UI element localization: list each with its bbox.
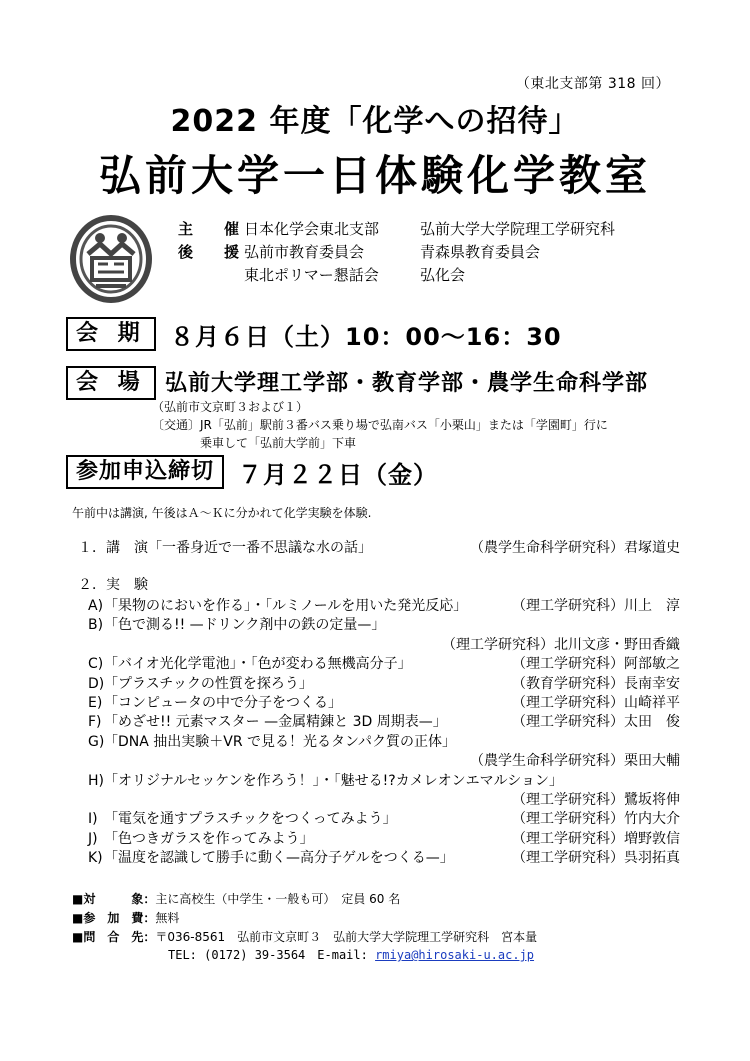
experiment-row xyxy=(88,614,385,634)
support-row-2 xyxy=(178,264,465,285)
experiment-title: 「色で測る!! —ドリンク剤中の鉄の定量—」 xyxy=(104,617,386,633)
lecture-title: 「一番身近で一番不思議な水の話」 xyxy=(148,540,372,556)
lecture-label: １．講 演 xyxy=(78,540,148,556)
support-label: 後 援 xyxy=(178,243,248,261)
experiment-row xyxy=(88,653,412,673)
experiment-id: E) xyxy=(88,695,103,711)
venue-value: 弘前大学理工学部・教育学部・農学生命科学部 xyxy=(165,371,649,396)
transport-line-2: 乗車して「弘前大学前」下車 xyxy=(200,436,357,450)
experiment-id: D) xyxy=(88,676,105,692)
venue-address: （弘前市文京町３および１） xyxy=(152,400,309,414)
experiment-row xyxy=(88,634,104,650)
target-label: ■対 象： xyxy=(72,892,156,906)
fee-row xyxy=(72,909,179,926)
experiment-title: 「オリジナルセッケンを作ろう！」・「魅せる!?カメレオンエマルション」 xyxy=(104,773,564,789)
experiment-row xyxy=(88,711,447,731)
session-number: （東北支部第 318 回） xyxy=(515,76,670,92)
experiment-speaker: （理工学研究科）北川文彦・野田香織 xyxy=(442,637,680,653)
host-row xyxy=(178,218,615,239)
experiment-title: 「コンピュータの中で分子をつくる」 xyxy=(104,695,342,711)
experiment-speaker: （理工学研究科）呉羽拓真 xyxy=(512,850,680,866)
venue-label: 会 場 xyxy=(66,366,156,400)
experiment-id: I) xyxy=(88,811,98,827)
experiment-row xyxy=(88,595,467,615)
experiment-id: G) xyxy=(88,734,105,750)
tel-text: TEL: (0172) 39-3564 E-mail: xyxy=(168,948,368,962)
experiment-row xyxy=(88,673,313,693)
experiment-speaker: （農学生命科学研究科）栗田大輔 xyxy=(470,753,680,769)
experiment-row xyxy=(88,692,342,712)
title-line-2: 弘前大学一日体験化学教室 xyxy=(98,151,651,200)
experiment-title: 「DNA 抽出実験＋VR で見る！光るタンパク質の正体」 xyxy=(104,734,457,750)
lecture-speaker: （農学生命科学研究科）君塚道史 xyxy=(470,540,680,556)
experiment-title: 「温度を認識して勝手に動く—高分子ゲルをつくる—」 xyxy=(104,850,454,866)
support-2: 青森県教育委員会 xyxy=(420,243,541,261)
experiment-speaker: （理工学研究科）山崎祥平 xyxy=(512,695,680,711)
experiment-speaker: （理工学研究科）竹内大介 xyxy=(512,811,680,827)
experiments-label: ２．実 験 xyxy=(78,577,148,593)
experiment-row xyxy=(88,750,104,766)
experiment-row xyxy=(88,731,456,751)
experiment-speaker: （理工学研究科）川上 淳 xyxy=(512,598,680,614)
deadline-label: 参加申込締切 xyxy=(66,455,224,489)
support-4: 弘化会 xyxy=(420,266,466,284)
experiment-id: J) xyxy=(88,831,98,847)
contact-label: ■問 合 先： xyxy=(72,930,156,944)
experiment-title: 「めざせ!! 元素マスター —金属精錬と 3D 周期表—」 xyxy=(104,714,447,730)
experiment-speaker: （理工学研究科）阿部敏之 xyxy=(512,656,680,672)
experiment-title: 「色つきガラスを作ってみよう」 xyxy=(104,831,314,847)
date-label: 会 期 xyxy=(66,317,156,351)
experiment-speaker: （理工学研究科）増野敦信 xyxy=(512,831,680,847)
experiment-speaker: （教育学研究科）長南幸安 xyxy=(512,676,680,692)
experiment-row xyxy=(88,847,454,867)
host-1: 日本化学会東北支部 xyxy=(244,220,380,238)
experiment-id: C) xyxy=(88,656,104,672)
experiment-title: 「電気を通すプラスチックをつくってみよう」 xyxy=(104,811,397,827)
experiment-title: 「バイオ光化学電池」・「色が変わる無機高分子」 xyxy=(104,656,412,672)
experiment-id: K) xyxy=(88,850,103,866)
contact-value: 〒036-8561 弘前市文京町３ 弘前大学大学院理工学研究科 宮本量 xyxy=(155,930,538,944)
experiment-row xyxy=(88,789,104,805)
lecture-row xyxy=(78,537,372,557)
experiment-id: A) xyxy=(88,598,104,614)
experiment-speaker: （理工学研究科）鷺坂将伸 xyxy=(512,792,680,808)
experiment-title: 「果物のにおいを作る」・「ルミノールを用いた発光反応」 xyxy=(104,598,468,614)
chemical-society-logo-icon xyxy=(70,214,152,304)
host-2: 弘前大学大学院理工学研究科 xyxy=(420,220,616,238)
title-line-1: 2022 年度「化学への招待」 xyxy=(170,104,580,139)
experiment-row xyxy=(88,770,563,790)
transport-line-1: 〔交通〕JR「弘前」駅前３番バス乗り場で弘南バス「小栗山」または「学園町」行に xyxy=(152,418,608,432)
target-row xyxy=(72,890,400,907)
intro-text: 午前中は講演, 午後はＡ〜Ｋに分かれて化学実験を体験. xyxy=(72,506,372,520)
experiment-row xyxy=(88,808,397,828)
deadline-value: ７月２２日（金） xyxy=(238,461,438,489)
email-link[interactable]: rmiya@hirosaki-u.ac.jp xyxy=(375,948,535,962)
target-value: 主に高校生（中学生・一般も可） 定員 60 名 xyxy=(155,892,401,906)
experiment-id: B) xyxy=(88,617,104,633)
fee-value: 無料 xyxy=(155,911,180,925)
support-1: 弘前市教育委員会 xyxy=(244,243,365,261)
experiment-title: 「プラスチックの性質を探ろう」 xyxy=(104,676,313,692)
tel-row xyxy=(168,946,534,963)
experiment-id: H) xyxy=(88,773,104,789)
experiment-id: F) xyxy=(88,714,102,730)
support-3: 東北ポリマー懇話会 xyxy=(244,266,379,284)
host-label: 主 催 xyxy=(178,220,248,238)
experiment-row xyxy=(88,828,314,848)
fee-label: ■参 加 費： xyxy=(72,911,156,925)
support-row xyxy=(178,241,540,262)
date-value: ８月６日（土）10：00〜16：30 xyxy=(170,323,562,351)
experiment-speaker: （理工学研究科）太田 俊 xyxy=(512,714,680,730)
contact-row xyxy=(72,928,537,945)
